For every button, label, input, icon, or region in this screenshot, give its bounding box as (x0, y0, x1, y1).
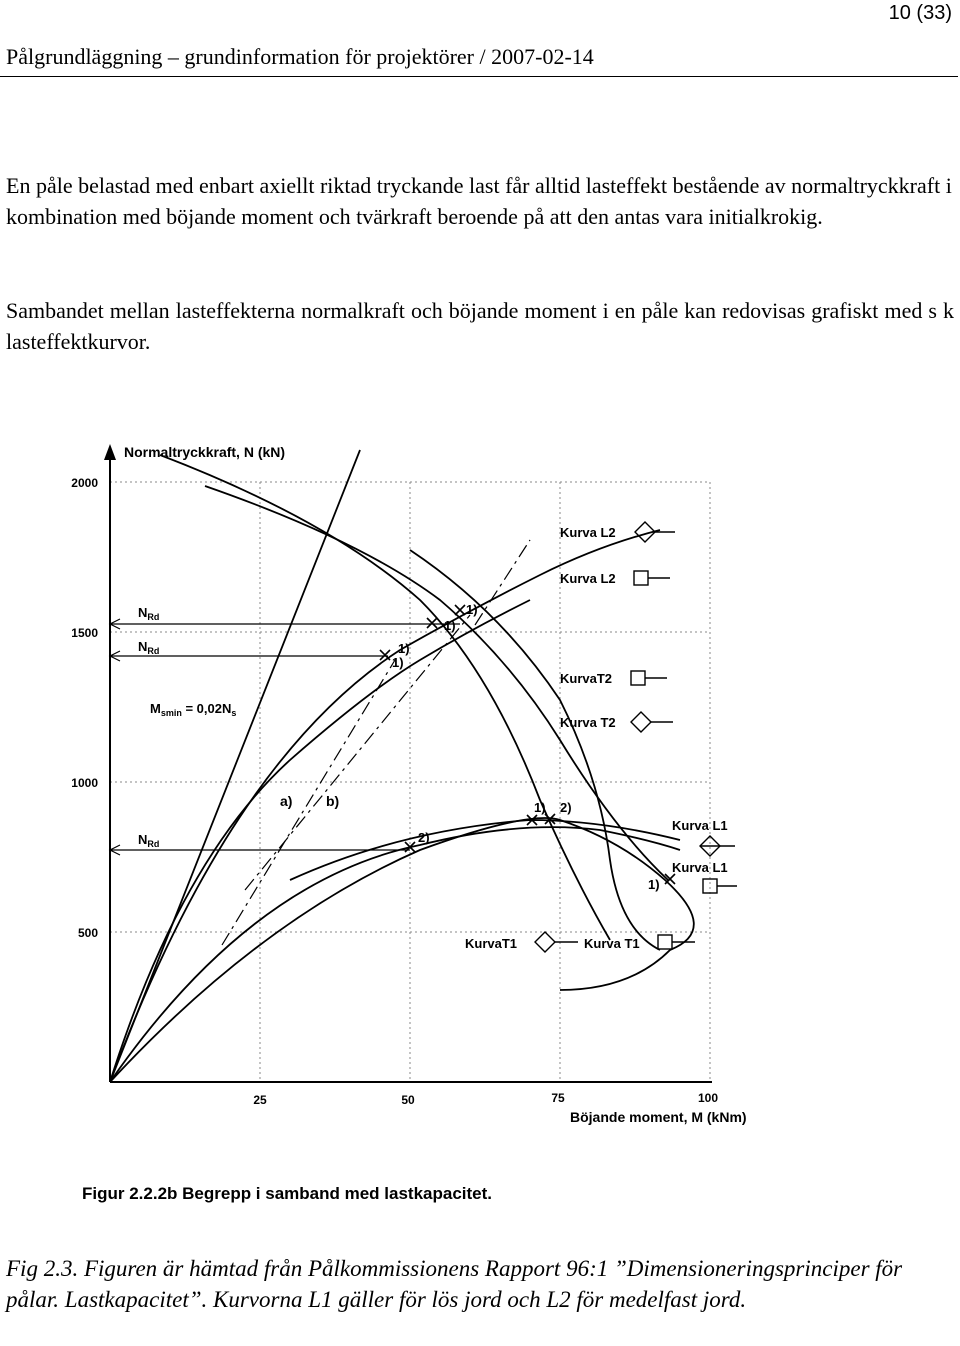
square-icon (658, 935, 672, 949)
legend-kurva-l2-square: Kurva L2 (560, 571, 616, 586)
figure-load-effect-curves (60, 440, 780, 1180)
label-b: b) (326, 793, 340, 809)
square-icon (634, 571, 648, 585)
nrd-label-2: $N_{Rd}$ (138, 639, 160, 656)
mark-1-b: 1) (444, 618, 456, 633)
mark-1-a: 1) (466, 602, 478, 617)
header-title: Pålgrundläggning – grundinformation för projektörer / 2007-02-14 (6, 44, 594, 69)
legend-kurva-t1-diamond: KurvaT1 (465, 936, 518, 951)
square-icon (631, 671, 645, 685)
x-tick-50: 50 (401, 1093, 415, 1107)
curve-upper-1 (110, 530, 660, 1082)
mark-2-b: 2) (418, 830, 430, 845)
diamond-icon (535, 932, 555, 952)
mark-1-e: 1) (534, 800, 546, 815)
legend-kurva-l2-diamond: Kurva L2 (560, 525, 616, 540)
line-a (222, 660, 395, 945)
y-axis-arrow-icon (104, 444, 116, 460)
x-tick-75: 75 (551, 1091, 565, 1105)
mark-1-d: 1) (392, 655, 404, 670)
page-number: 10 (33) (888, 2, 952, 24)
legend-kurva-t1-square: Kurva T1 (584, 936, 640, 951)
legend-kurva-l1-diamond: Kurva L1 (672, 818, 728, 833)
mark-1-c: 1) (398, 641, 410, 656)
y-tick-1500: 1500 (71, 626, 98, 640)
y-tick-1000: 1000 (71, 776, 98, 790)
line-b-upper (475, 540, 530, 625)
legend-kurva-l1-square: Kurva L1 (672, 860, 728, 875)
legend-kurva-t2-square: KurvaT2 (560, 671, 613, 686)
label-a: a) (280, 793, 293, 809)
square-icon (703, 879, 717, 893)
nrd-label-3: $N_{Rd}$ (138, 832, 160, 849)
legend (465, 525, 728, 951)
y-axis-label: Normaltryckkraft, N (kN) (124, 444, 286, 460)
x-axis-label: Böjande moment, M (kNm) (570, 1109, 747, 1125)
paragraph-1: En påle belastad med enbart axiellt riktad tryckande last får alltid lasteffekt bestående av normaltryckkraft i kombination med böjande moment och tvärkraft beroende på att den antas vara initialkrokig. (6, 173, 952, 229)
mark-2-a: 2) (560, 800, 572, 815)
diamond-icon (631, 712, 651, 732)
y-tick-2000: 2000 (71, 476, 98, 490)
nrd-label-1: $N_{Rd}$ (138, 605, 160, 622)
curve-t1-left (110, 600, 530, 1082)
legend-symbols (535, 522, 737, 952)
curve-l2-loop (410, 550, 660, 950)
y-tick-500: 500 (77, 926, 98, 940)
x-tick-25: 25 (253, 1093, 267, 1107)
mark-1-f: 1) (648, 877, 660, 892)
figure-caption: Fig 2.3. Figuren är hämtad från Pålkommissionens Rapport 96:1 ”Dimensioneringsprinciper för pålar. Lastkapacitet”. Kurvorna L1 gäller för lös jord och L2 för medelfast jord. (6, 1256, 903, 1312)
paragraph-2: Sambandet mellan lasteffekterna normalkraft och böjande moment i en påle kan redovisas grafiskt med s k lasteffektkurvor. (6, 298, 954, 354)
x-tick-100: 100 (697, 1091, 719, 1105)
header-rule (0, 76, 958, 77)
legend-kurva-t2-diamond: Kurva T2 (560, 715, 616, 730)
figure-inner-caption: Figur 2.2.2b Begrepp i samband med lastkapacitet. (82, 1184, 493, 1203)
m-min-label: $M_{smin} = 0,02N_s$ (150, 701, 237, 718)
grid (110, 482, 710, 1082)
